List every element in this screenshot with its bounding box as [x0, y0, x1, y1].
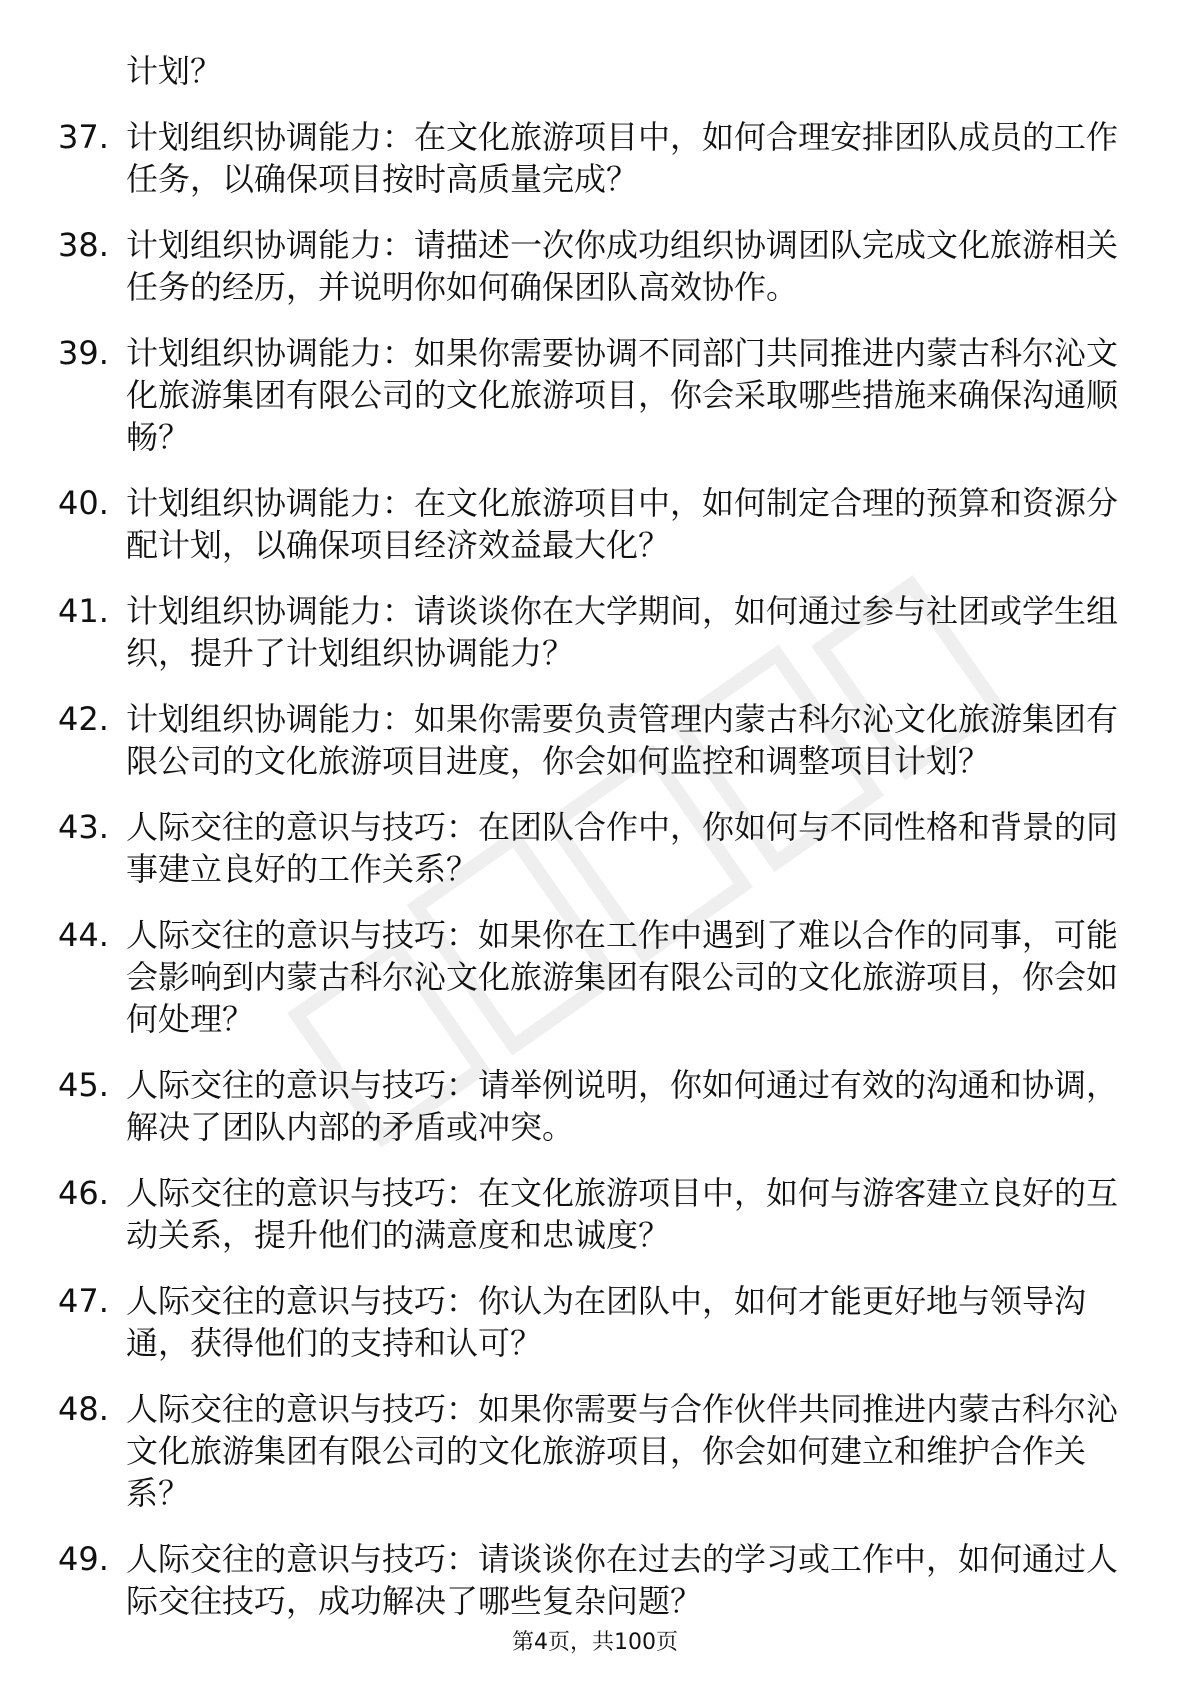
question-list	[58, 50, 1118, 1646]
question-number: 38.	[58, 226, 109, 264]
question-item	[58, 1064, 1118, 1148]
question-item	[58, 1388, 1118, 1514]
page-footer: 第4页，共100页	[512, 1630, 678, 1655]
question-text: 计划组织协调能力：在文化旅游项目中，如何制定合理的预算和资源分配计划，以确保项目经济效益最大化？	[126, 484, 1119, 564]
question-item	[58, 1280, 1118, 1364]
question-number: 44.	[58, 916, 109, 954]
question-text: 计划组织协调能力：如果你需要负责管理内蒙古科尔沁文化旅游集团有限公司的文化旅游项目进度，你会如何监控和调整项目计划？	[126, 700, 1119, 780]
question-item	[58, 806, 1118, 890]
question-text: 人际交往的意识与技巧：请谈谈你在过去的学习或工作中，如何通过人际交往技巧，成功解决了哪些复杂问题？	[126, 1540, 1119, 1620]
question-number: 42.	[58, 700, 109, 738]
question-item	[58, 332, 1118, 458]
question-text: 计划组织协调能力：请描述一次你成功组织协调团队完成文化旅游相关任务的经历，并说明你如何确保团队高效协作。	[126, 226, 1119, 306]
question-item	[58, 590, 1118, 674]
question-item	[58, 698, 1118, 782]
question-item	[58, 116, 1118, 200]
question-number: 41.	[58, 592, 109, 630]
question-text: 计划组织协调能力：如果你需要协调不同部门共同推进内蒙古科尔沁文化旅游集团有限公司的文化旅游项目，你会采取哪些措施来确保沟通顺畅？	[126, 334, 1119, 456]
question-number: 47.	[58, 1282, 109, 1320]
continued-text: 计划？	[126, 52, 223, 90]
question-number: 46.	[58, 1174, 109, 1212]
question-item	[58, 224, 1118, 308]
question-number: 37.	[58, 118, 109, 156]
question-item	[58, 482, 1118, 566]
question-text: 人际交往的意识与技巧：在团队合作中，你如何与不同性格和背景的同事建立良好的工作关系？	[126, 808, 1119, 888]
question-number: 40.	[58, 484, 109, 522]
question-text: 人际交往的意识与技巧：如果你在工作中遇到了难以合作的同事，可能会影响到内蒙古科尔沁文化旅游集团有限公司的文化旅游项目，你会如何处理？	[126, 916, 1119, 1038]
question-number: 45.	[58, 1066, 109, 1104]
question-item	[58, 1172, 1118, 1256]
question-item	[58, 914, 1118, 1040]
question-number: 39.	[58, 334, 109, 372]
question-number: 43.	[58, 808, 109, 846]
question-text: 计划组织协调能力：在文化旅游项目中，如何合理安排团队成员的工作任务，以确保项目按时高质量完成？	[126, 118, 1119, 198]
question-number: 49.	[58, 1540, 109, 1578]
question-number: 48.	[58, 1390, 109, 1428]
question-text: 计划组织协调能力：请谈谈你在大学期间，如何通过参与社团或学生组织，提升了计划组织协调能力？	[126, 592, 1119, 672]
question-text: 人际交往的意识与技巧：请举例说明，你如何通过有效的沟通和协调，解决了团队内部的矛盾或冲突。	[126, 1066, 1119, 1146]
question-text: 人际交往的意识与技巧：在文化旅游项目中，如何与游客建立良好的互动关系，提升他们的满意度和忠诚度？	[126, 1174, 1119, 1254]
question-text: 人际交往的意识与技巧：你认为在团队中，如何才能更好地与领导沟通，获得他们的支持和认可？	[126, 1282, 1087, 1362]
question-text: 人际交往的意识与技巧：如果你需要与合作伙伴共同推进内蒙古科尔沁文化旅游集团有限公司的文化旅游项目，你会如何建立和维护合作关系？	[126, 1390, 1119, 1512]
question-item	[58, 1538, 1118, 1622]
